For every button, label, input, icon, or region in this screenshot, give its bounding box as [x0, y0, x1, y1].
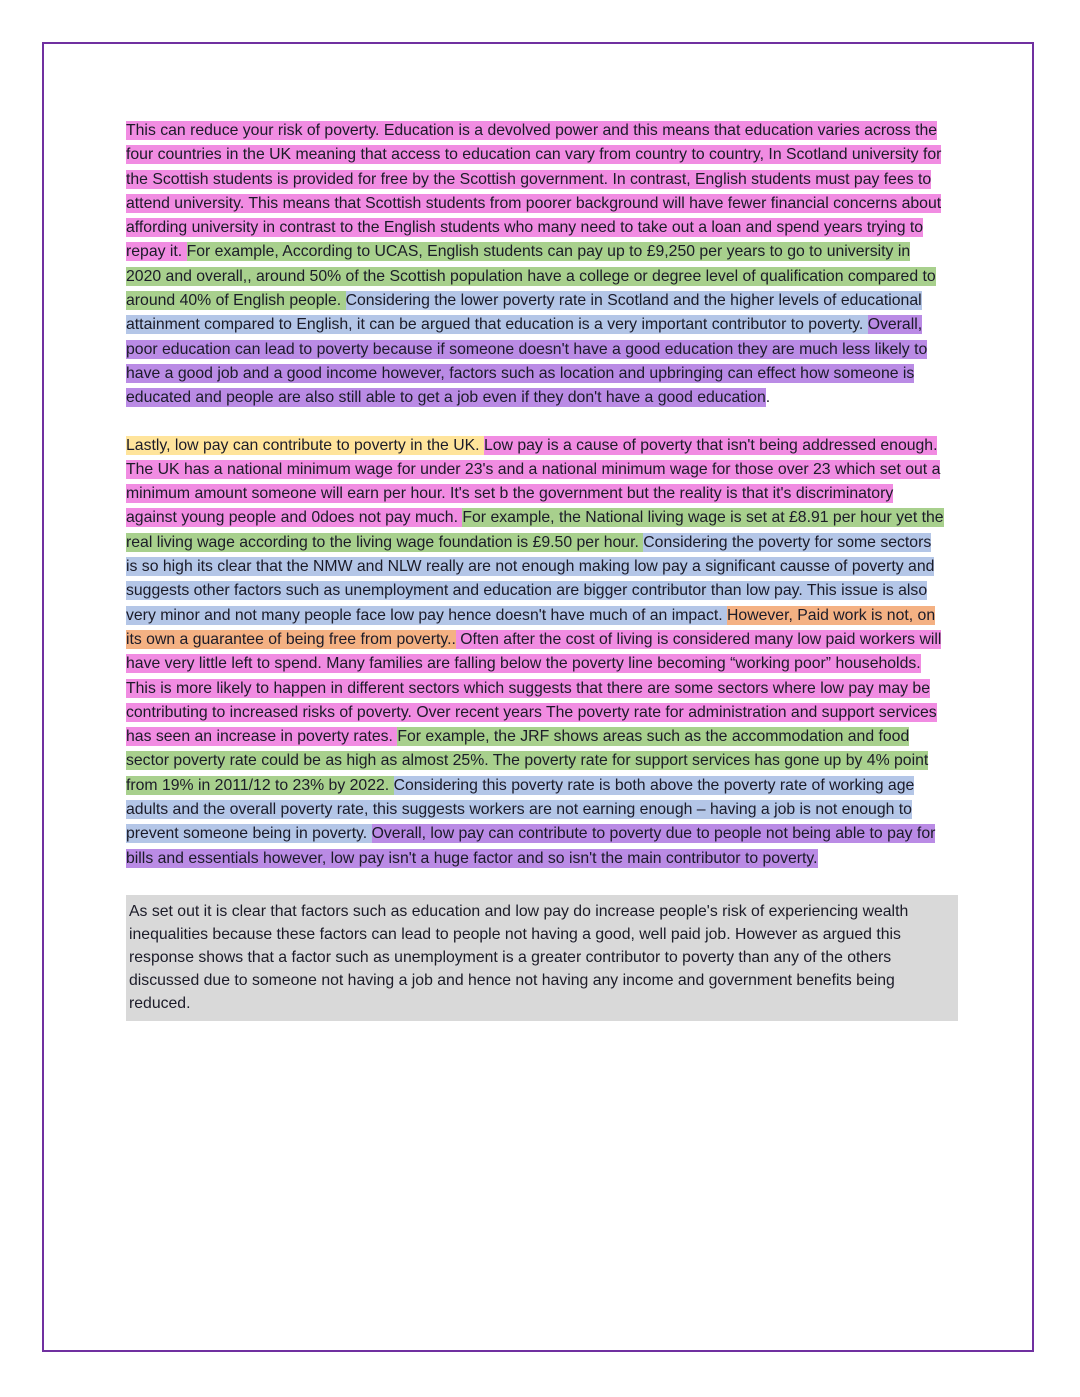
highlight-run-orange: However, Paid work is not, on its own a guarantee of being free from poverty..	[126, 606, 936, 648]
highlight-run-green: For example, the National living wage is set at £8.91 per hour yet the real living wage according to the living wage foundation is £9.50 per hour.	[126, 509, 944, 551]
highlight-run-none: .	[765, 389, 771, 407]
highlight-run-purple: Overall, poor education can lead to poverty because if someone doesn't have a good education they are much less likely to have a good job and a good income however, factors such as location and upbringing can effect how someone is educated and people are also still able to get a job even if they don't have a good education	[126, 316, 928, 407]
highlight-run-pink: Often after the cost of living is considered many low paid workers will have very little left to spend. Many families are falling below the poverty line becoming “working poor” households. This is more likely to happen in different sectors which suggests that there are some sectors where low pay may be contributing to increased risks of poverty. Over recent years The poverty rate for administration and support services has seen an increase in poverty rates.	[126, 630, 942, 746]
highlight-run-pink: This can reduce your risk of poverty. Education is a devolved power and this means that education varies across the four countries in the UK meaning that access to education can vary from country to country, In Scotland university for the Scottish students is provided for free by the Scottish government. In contrast, English students must pay fees to attend university. This means that Scottish students from poorer background will have fewer financial concerns about affording university in contrast to the English students who many need to take out a loan and spend years trying to repay it.	[126, 122, 942, 261]
highlight-run-purple: Overall, low pay can contribute to poverty due to people not being able to pay for bills and essentials however, low pay isn't a huge factor and so isn't the main contributor to poverty.	[126, 825, 936, 867]
paragraph-conclusion	[126, 895, 958, 1021]
highlight-run-blue: Considering the lower poverty rate in Scotland and the higher levels of educational attainment compared to English, it can be argued that education is a very important contributor to poverty.	[126, 292, 922, 334]
paragraph-low-pay	[126, 434, 944, 871]
paragraph-education	[126, 119, 944, 411]
highlight-run-pink: Low pay is a cause of poverty that isn't being addressed enough. The UK has a national minimum wage for under 23's and a national minimum wage for those over 23 which set out a minimum amount someone will earn per hour. It's set b the government but the reality is that it's discriminatory against young people and 0does not pay much.	[126, 436, 941, 527]
document-body	[126, 119, 944, 1044]
highlight-run-green: For example, the JRF shows areas such as the accommodation and food sector poverty rate could be as high as almost 25%. The poverty rate for support services has gone up by 4% point from 19% in 2011/12 to 23% by 2022.	[126, 728, 929, 794]
highlight-run-blue: Considering this poverty rate is both above the poverty rate of working age adults and the overall poverty rate, this suggests workers are not earning enough – having a job is not enough to prevent someone being in poverty.	[126, 776, 915, 843]
highlight-run-yellow: Lastly, low pay can contribute to poverty in the UK.	[126, 436, 484, 454]
paragraph-text: As set out it is clear that factors such as education and low pay do increase people's risk of experiencing wealth inequalities because these factors can lead to people not having a good, well paid job. However as argued this response shows that a factor such as unemployment is a greater contributor to poverty than any of the others discussed due to someone not having a job and hence not having any income and government benefits being reduced.	[129, 902, 909, 1012]
highlight-run-green: For example, According to UCAS, English students can pay up to £9,250 per years to go to university in 2020 and overall,, around 50% of the Scottish population have a college or degree level of qualification compared to around 40% of English people.	[126, 243, 936, 310]
highlight-run-blue: Considering the poverty for some sectors is so high its clear that the NMW and NLW really are not enough making low pay a significant causse of poverty and suggests other factors such as unemployment and education are bigger contributor than low pay. This issue is also very minor and not many people face low pay hence doesn't have much of an impact.	[126, 533, 935, 624]
